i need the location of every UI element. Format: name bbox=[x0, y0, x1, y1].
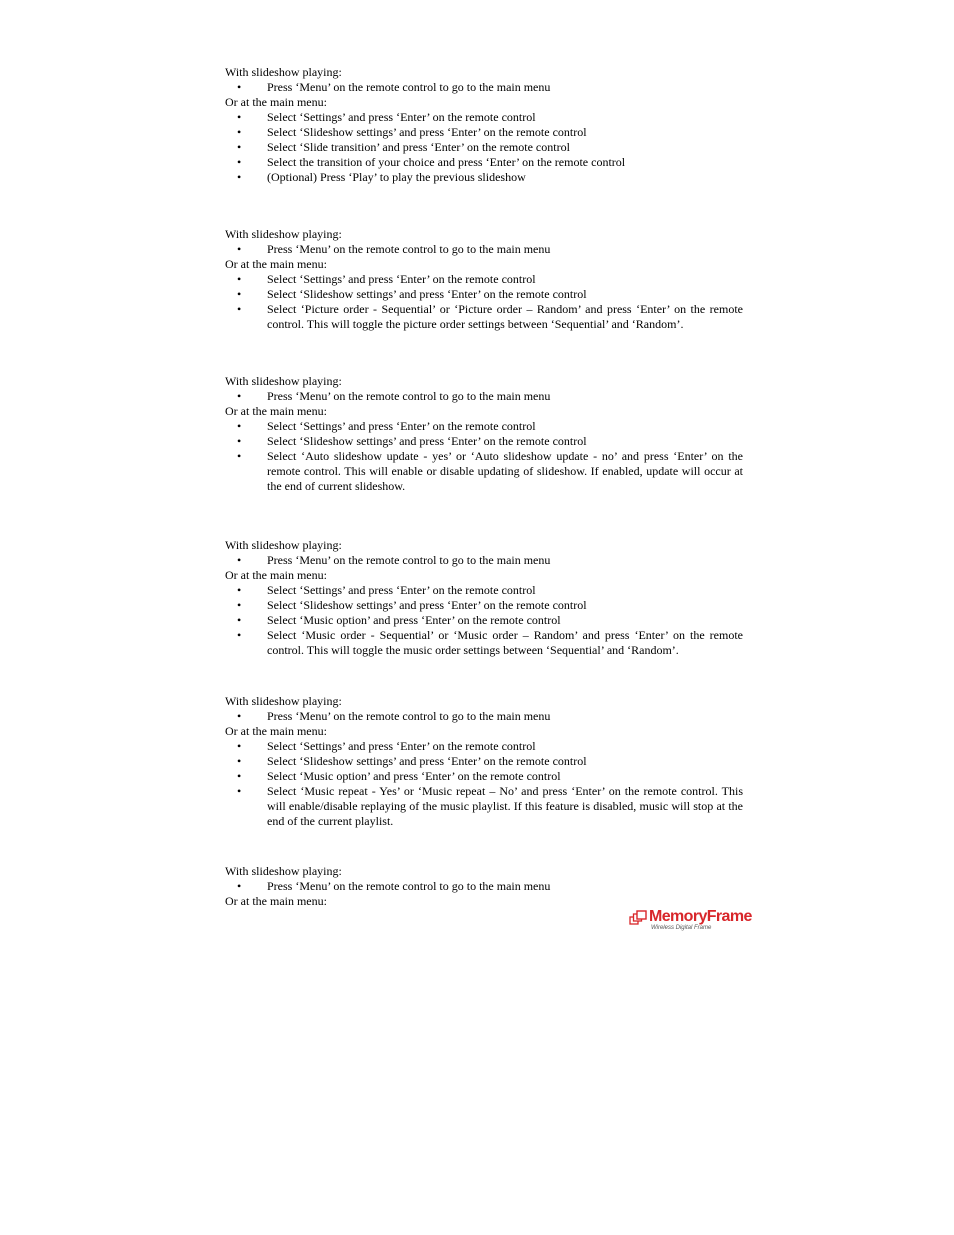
bullet-icon: • bbox=[237, 140, 242, 154]
playing-steps-list bbox=[225, 709, 743, 724]
list-item bbox=[225, 628, 743, 658]
step-text: Select ‘Settings’ and press ‘Enter’ on the remote control bbox=[267, 583, 536, 597]
step-text: Select ‘Music option’ and press ‘Enter’ on the remote control bbox=[267, 769, 561, 783]
bullet-icon: • bbox=[237, 449, 242, 463]
menu-steps-list bbox=[225, 739, 743, 829]
bullet-icon: • bbox=[237, 125, 242, 139]
logo-tagline: Wireless Digital Frame bbox=[651, 925, 712, 931]
list-item bbox=[225, 302, 743, 332]
stacked-frames-icon bbox=[629, 910, 649, 926]
step-text: Select ‘Slideshow settings’ and press ‘Enter’ on the remote control bbox=[267, 287, 587, 301]
playing-steps-list bbox=[225, 389, 743, 404]
section-music-repeat bbox=[225, 694, 743, 829]
list-item bbox=[225, 272, 743, 287]
list-item bbox=[225, 879, 743, 894]
list-item bbox=[225, 140, 743, 155]
list-item bbox=[225, 434, 743, 449]
step-text: Press ‘Menu’ on the remote control to go to the main menu bbox=[267, 242, 551, 256]
bullet-icon: • bbox=[237, 553, 242, 567]
bullet-icon: • bbox=[237, 389, 242, 403]
step-text: Select the transition of your choice and press ‘Enter’ on the remote control bbox=[267, 155, 626, 169]
step-text: Press ‘Menu’ on the remote control to go to the main menu bbox=[267, 553, 551, 567]
playing-steps-list bbox=[225, 80, 743, 95]
playing-steps-list bbox=[225, 553, 743, 568]
bullet-icon: • bbox=[237, 434, 242, 448]
bullet-icon: • bbox=[237, 879, 242, 893]
list-item bbox=[225, 553, 743, 568]
logo-brand: MemoryFrame bbox=[649, 908, 752, 925]
menu-steps-list bbox=[225, 110, 743, 185]
step-text: Select ‘Slideshow settings’ and press ‘Enter’ on the remote control bbox=[267, 125, 587, 139]
bullet-icon: • bbox=[237, 628, 242, 642]
list-item bbox=[225, 287, 743, 302]
step-text: Select ‘Slideshow settings’ and press ‘Enter’ on the remote control bbox=[267, 754, 587, 768]
bullet-icon: • bbox=[237, 769, 242, 783]
list-item bbox=[225, 739, 743, 754]
list-item bbox=[225, 583, 743, 598]
bullet-icon: • bbox=[237, 754, 242, 768]
list-item bbox=[225, 769, 743, 784]
step-text: Press ‘Menu’ on the remote control to go to the main menu bbox=[267, 879, 551, 893]
bullet-icon: • bbox=[237, 287, 242, 301]
playing-steps-list bbox=[225, 879, 743, 894]
instruction-document bbox=[225, 65, 743, 909]
list-item bbox=[225, 449, 743, 494]
lead-slideshow-playing: With slideshow playing: bbox=[225, 374, 342, 388]
lead-main-menu: Or at the main menu: bbox=[225, 257, 327, 271]
step-text: Select ‘Slideshow settings’ and press ‘Enter’ on the remote control bbox=[267, 598, 587, 612]
bullet-icon: • bbox=[237, 613, 242, 627]
bullet-icon: • bbox=[237, 110, 242, 124]
list-item bbox=[225, 419, 743, 434]
list-item bbox=[225, 754, 743, 769]
lead-main-menu: Or at the main menu: bbox=[225, 724, 327, 738]
step-text: Select ‘Slide transition’ and press ‘Enter’ on the remote control bbox=[267, 140, 570, 154]
section-music-order bbox=[225, 538, 743, 658]
bullet-icon: • bbox=[237, 302, 242, 316]
step-text: Select ‘Auto slideshow update - yes’ or ‘Auto slideshow update - no’ and press ‘Enter’ on the remote control. This will enable or disable updating of slideshow. If enabled, update will occur at the end of current slideshow. bbox=[267, 449, 743, 493]
list-item bbox=[225, 110, 743, 125]
bullet-icon: • bbox=[237, 155, 242, 169]
list-item bbox=[225, 125, 743, 140]
step-text: Select ‘Picture order - Sequential’ or ‘Picture order – Random’ and press ‘Enter’ on the remote control. This will toggle the picture order settings between ‘Sequential’ and ‘Random’. bbox=[267, 302, 743, 331]
menu-steps-list bbox=[225, 583, 743, 658]
memoryframe-logo bbox=[629, 908, 752, 934]
bullet-icon: • bbox=[237, 583, 242, 597]
lead-slideshow-playing: With slideshow playing: bbox=[225, 694, 342, 708]
step-text: Select ‘Settings’ and press ‘Enter’ on the remote control bbox=[267, 110, 536, 124]
step-text: Select ‘Music order - Sequential’ or ‘Music order – Random’ and press ‘Enter’ on the remote control. This will toggle the music order settings between ‘Sequential’ and ‘Random’. bbox=[267, 628, 743, 657]
list-item bbox=[225, 709, 743, 724]
bullet-icon: • bbox=[237, 80, 242, 94]
step-text: Select ‘Settings’ and press ‘Enter’ on the remote control bbox=[267, 272, 536, 286]
lead-main-menu: Or at the main menu: bbox=[225, 894, 327, 908]
bullet-icon: • bbox=[237, 739, 242, 753]
section-slide-transition bbox=[225, 65, 743, 185]
list-item bbox=[225, 598, 743, 613]
step-text: Select ‘Music repeat - Yes’ or ‘Music repeat – No’ and press ‘Enter’ on the remote control. This will enable/disable replaying of the music playlist. If this feature is disabled, music will stop at the end of the current playlist. bbox=[267, 784, 743, 828]
section-auto-slideshow-update bbox=[225, 374, 743, 494]
lead-slideshow-playing: With slideshow playing: bbox=[225, 65, 342, 79]
step-text: Press ‘Menu’ on the remote control to go to the main menu bbox=[267, 389, 551, 403]
lead-main-menu: Or at the main menu: bbox=[225, 95, 327, 109]
menu-steps-list bbox=[225, 272, 743, 332]
lead-slideshow-playing: With slideshow playing: bbox=[225, 227, 342, 241]
lead-slideshow-playing: With slideshow playing: bbox=[225, 538, 342, 552]
step-text: (Optional) Press ‘Play’ to play the previous slideshow bbox=[267, 170, 526, 184]
list-item bbox=[225, 784, 743, 829]
section-picture-order bbox=[225, 227, 743, 332]
step-text: Press ‘Menu’ on the remote control to go to the main menu bbox=[267, 709, 551, 723]
playing-steps-list bbox=[225, 242, 743, 257]
list-item bbox=[225, 170, 743, 185]
bullet-icon: • bbox=[237, 419, 242, 433]
bullet-icon: • bbox=[237, 272, 242, 286]
step-text: Select ‘Settings’ and press ‘Enter’ on the remote control bbox=[267, 739, 536, 753]
step-text: Select ‘Slideshow settings’ and press ‘Enter’ on the remote control bbox=[267, 434, 587, 448]
list-item bbox=[225, 242, 743, 257]
step-text: Select ‘Settings’ and press ‘Enter’ on the remote control bbox=[267, 419, 536, 433]
lead-main-menu: Or at the main menu: bbox=[225, 568, 327, 582]
bullet-icon: • bbox=[237, 170, 242, 184]
list-item bbox=[225, 613, 743, 628]
list-item bbox=[225, 389, 743, 404]
section-partial bbox=[225, 864, 743, 909]
lead-main-menu: Or at the main menu: bbox=[225, 404, 327, 418]
list-item bbox=[225, 155, 743, 170]
bullet-icon: • bbox=[237, 784, 242, 798]
menu-steps-list bbox=[225, 419, 743, 494]
bullet-icon: • bbox=[237, 709, 242, 723]
step-text: Press ‘Menu’ on the remote control to go to the main menu bbox=[267, 80, 551, 94]
list-item bbox=[225, 80, 743, 95]
bullet-icon: • bbox=[237, 598, 242, 612]
lead-slideshow-playing: With slideshow playing: bbox=[225, 864, 342, 878]
bullet-icon: • bbox=[237, 242, 242, 256]
step-text: Select ‘Music option’ and press ‘Enter’ on the remote control bbox=[267, 613, 561, 627]
